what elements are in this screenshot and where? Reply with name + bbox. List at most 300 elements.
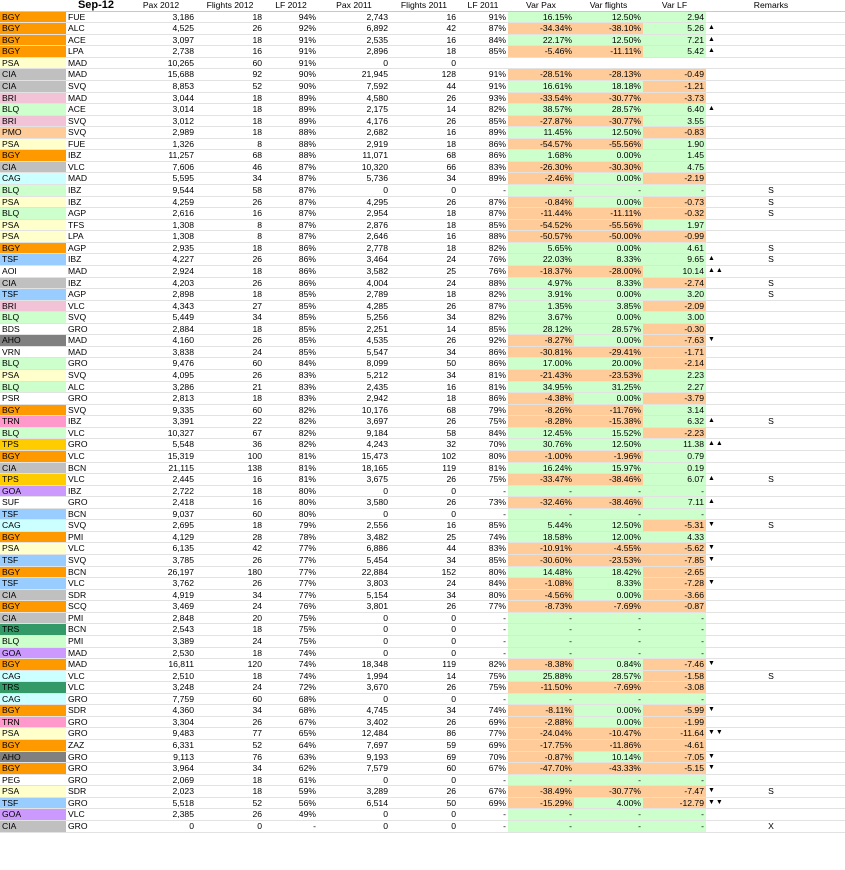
remark-cell <box>736 809 806 821</box>
spacer-cell <box>806 346 845 358</box>
var-lf-cell: -0.30 <box>643 323 706 335</box>
pax-2012-cell: 2,023 <box>126 786 196 798</box>
flights-2011-cell: 26 <box>390 300 458 312</box>
lf-2011-cell: 85% <box>458 323 508 335</box>
destination-cell: SVQ <box>66 404 126 416</box>
trend-arrow-cell: ▲ <box>706 416 736 428</box>
var-flights-cell: - <box>574 693 643 705</box>
var-lf-cell: -0.49 <box>643 69 706 81</box>
lf-2011-cell: 80% <box>458 589 508 601</box>
flights-2011-cell: 34 <box>390 589 458 601</box>
destination-cell: LPA <box>66 46 126 58</box>
flights-2012-cell: 16 <box>196 497 264 509</box>
destination-cell: IBZ <box>66 185 126 197</box>
flights-2012-cell: 26 <box>196 555 264 567</box>
pax-2011-cell: 4,285 <box>318 300 390 312</box>
spacer-cell <box>806 670 845 682</box>
lf-2011-cell: 74% <box>458 531 508 543</box>
table-row <box>0 80 845 92</box>
pax-2011-cell: 0 <box>318 635 390 647</box>
flights-2011-cell: 152 <box>390 566 458 578</box>
pax-2012-cell: 2,935 <box>126 242 196 254</box>
var-pax-cell: 3.91% <box>508 289 574 301</box>
var-pax-cell: -5.46% <box>508 46 574 58</box>
table-row <box>0 300 845 312</box>
var-lf-cell: -0.73 <box>643 196 706 208</box>
lf-2011-cell: 85% <box>458 219 508 231</box>
destination-cell: PMI <box>66 635 126 647</box>
origin-cell: PMO <box>0 127 66 139</box>
destination-cell: ALC <box>66 23 126 35</box>
table-row <box>0 635 845 647</box>
origin-cell: TSF <box>0 254 66 266</box>
destination-cell: IBZ <box>66 196 126 208</box>
header-var-lf: Var LF <box>643 0 706 11</box>
origin-cell: BGY <box>0 601 66 613</box>
origin-cell: SUF <box>0 497 66 509</box>
var-flights-cell: 0.00% <box>574 173 643 185</box>
remark-cell <box>736 381 806 393</box>
lf-2012-cell: 83% <box>264 370 318 382</box>
pax-2012-cell: 2,898 <box>126 289 196 301</box>
flights-2011-cell: 34 <box>390 312 458 324</box>
trend-arrow-cell: ▲ <box>706 46 736 58</box>
remark-cell <box>736 219 806 231</box>
origin-cell: BGY <box>0 450 66 462</box>
spacer-cell <box>806 173 845 185</box>
pax-2012-cell: 5,518 <box>126 797 196 809</box>
trend-arrow-cell <box>706 69 736 81</box>
var-flights-cell: -30.30% <box>574 161 643 173</box>
remark-cell: S <box>736 520 806 532</box>
trend-arrow-cell: ▲ <box>706 254 736 266</box>
table-row <box>0 69 845 81</box>
trend-arrow-cell <box>706 635 736 647</box>
flights-2011-cell: 119 <box>390 462 458 474</box>
flights-2011-cell: 0 <box>390 508 458 520</box>
table-row <box>0 254 845 266</box>
flights-2011-cell: 0 <box>390 57 458 69</box>
destination-cell: GRO <box>66 728 126 740</box>
table-row <box>0 774 845 786</box>
var-lf-cell: 3.00 <box>643 312 706 324</box>
var-flights-cell: 8.33% <box>574 277 643 289</box>
origin-cell: TRN <box>0 416 66 428</box>
trend-arrow-cell <box>706 346 736 358</box>
table-row <box>0 346 845 358</box>
var-flights-cell: - <box>574 508 643 520</box>
var-lf-cell: - <box>643 185 706 197</box>
origin-cell: TSF <box>0 797 66 809</box>
table-row <box>0 173 845 185</box>
lf-2011-cell: 84% <box>458 578 508 590</box>
var-flights-cell: 28.57% <box>574 104 643 116</box>
lf-2012-cell: 89% <box>264 92 318 104</box>
trend-arrow-cell <box>706 231 736 243</box>
pax-2011-cell: 0 <box>318 57 390 69</box>
flights-2012-cell: 22 <box>196 416 264 428</box>
flights-2012-cell: 76 <box>196 751 264 763</box>
spacer-cell <box>806 46 845 58</box>
var-pax-cell: -1.00% <box>508 450 574 462</box>
destination-cell: GRO <box>66 797 126 809</box>
origin-cell: BGY <box>0 150 66 162</box>
remark-cell <box>736 115 806 127</box>
destination-cell: IBZ <box>66 416 126 428</box>
trend-arrow-cell <box>706 80 736 92</box>
lf-2012-cell: 87% <box>264 219 318 231</box>
var-pax-cell: 4.97% <box>508 277 574 289</box>
trend-arrow-cell <box>706 450 736 462</box>
trend-arrow-cell: ▲▲ <box>706 265 736 277</box>
lf-2011-cell: 84% <box>458 427 508 439</box>
lf-2011-cell: 86% <box>458 138 508 150</box>
lf-2012-cell: 85% <box>264 300 318 312</box>
var-flights-cell: -4.55% <box>574 543 643 555</box>
remark-cell <box>736 485 806 497</box>
table-row <box>0 393 845 405</box>
remark-cell <box>736 161 806 173</box>
var-lf-cell: - <box>643 624 706 636</box>
var-lf-cell: 6.32 <box>643 416 706 428</box>
flights-2011-cell: 50 <box>390 358 458 370</box>
var-pax-cell: -4.38% <box>508 393 574 405</box>
lf-2011-cell: - <box>458 624 508 636</box>
var-lf-cell: - <box>643 820 706 832</box>
remark-cell: S <box>736 416 806 428</box>
lf-2012-cell: 85% <box>264 312 318 324</box>
var-lf-cell: -2.65 <box>643 566 706 578</box>
flights-2012-cell: 26 <box>196 254 264 266</box>
destination-cell: GRO <box>66 751 126 763</box>
pax-2011-cell: 0 <box>318 485 390 497</box>
pax-2012-cell: 6,135 <box>126 543 196 555</box>
origin-cell: BGY <box>0 34 66 46</box>
pax-2011-cell: 2,778 <box>318 242 390 254</box>
table-row <box>0 578 845 590</box>
destination-cell: BCN <box>66 508 126 520</box>
destination-cell: VLC <box>66 161 126 173</box>
flights-2012-cell: 20 <box>196 612 264 624</box>
spacer-cell <box>806 578 845 590</box>
spacer-cell <box>806 300 845 312</box>
table-row <box>0 127 845 139</box>
var-pax-cell: 16.24% <box>508 462 574 474</box>
remark-cell <box>736 497 806 509</box>
table-row <box>0 543 845 555</box>
flights-2012-cell: 60 <box>196 404 264 416</box>
lf-2011-cell: 73% <box>458 497 508 509</box>
var-flights-cell: 28.57% <box>574 323 643 335</box>
origin-cell: BGY <box>0 740 66 752</box>
var-pax-cell: 34.95% <box>508 381 574 393</box>
origin-cell: PSR <box>0 393 66 405</box>
remark-cell <box>736 46 806 58</box>
pax-2011-cell: 3,402 <box>318 716 390 728</box>
var-flights-cell: -15.38% <box>574 416 643 428</box>
origin-cell: PSA <box>0 728 66 740</box>
flights-2012-cell: 26 <box>196 23 264 35</box>
destination-cell: VLC <box>66 670 126 682</box>
table-row <box>0 740 845 752</box>
destination-cell: GRO <box>66 393 126 405</box>
pax-2012-cell: 4,360 <box>126 705 196 717</box>
var-lf-cell <box>643 57 706 69</box>
var-pax-cell <box>508 57 574 69</box>
spacer-cell <box>806 208 845 220</box>
spacer-cell <box>806 416 845 428</box>
remark-cell <box>736 716 806 728</box>
flights-2011-cell: 26 <box>390 416 458 428</box>
remark-cell <box>736 589 806 601</box>
lf-2012-cell: 59% <box>264 786 318 798</box>
lf-2011-cell: 77% <box>458 728 508 740</box>
trend-arrow-cell: ▼ <box>706 751 736 763</box>
flights-2012-cell: 60 <box>196 508 264 520</box>
var-flights-cell: - <box>574 774 643 786</box>
pax-2011-cell: 2,175 <box>318 104 390 116</box>
var-flights-cell: -11.11% <box>574 46 643 58</box>
spacer-cell <box>806 555 845 567</box>
var-flights-cell: - <box>574 809 643 821</box>
trend-arrow-cell <box>706 716 736 728</box>
header-lf-2011: LF 2011 <box>458 0 508 11</box>
origin-cell: TPS <box>0 474 66 486</box>
var-lf-cell: -7.47 <box>643 786 706 798</box>
trend-arrow-cell <box>706 531 736 543</box>
destination-cell: VLC <box>66 543 126 555</box>
flights-2011-cell: 16 <box>390 381 458 393</box>
lf-2012-cell: 91% <box>264 57 318 69</box>
var-pax-cell: -11.50% <box>508 682 574 694</box>
lf-2011-cell: - <box>458 809 508 821</box>
trend-arrow-cell: ▼ <box>706 520 736 532</box>
destination-cell: GRO <box>66 693 126 705</box>
pax-2012-cell: 10,327 <box>126 427 196 439</box>
lf-2011-cell: 76% <box>458 265 508 277</box>
pax-2011-cell: 2,556 <box>318 520 390 532</box>
pax-2011-cell: 0 <box>318 647 390 659</box>
var-pax-cell: - <box>508 635 574 647</box>
spacer-cell <box>806 682 845 694</box>
pax-2012-cell: 11,257 <box>126 150 196 162</box>
var-lf-cell: 7.11 <box>643 497 706 509</box>
destination-cell: IBZ <box>66 254 126 266</box>
var-lf-cell: 3.20 <box>643 289 706 301</box>
lf-2012-cell: 86% <box>264 254 318 266</box>
pax-2011-cell: 5,736 <box>318 173 390 185</box>
table-row <box>0 57 845 69</box>
var-pax-cell: -27.87% <box>508 115 574 127</box>
remark-cell <box>736 23 806 35</box>
spacer-cell <box>806 161 845 173</box>
spacer-cell <box>806 485 845 497</box>
flights-2011-cell: 26 <box>390 474 458 486</box>
pax-2012-cell: 3,186 <box>126 11 196 23</box>
pax-2011-cell: 4,004 <box>318 277 390 289</box>
trend-arrow-cell <box>706 127 736 139</box>
pax-2012-cell: 2,989 <box>126 127 196 139</box>
lf-2011-cell: 77% <box>458 601 508 613</box>
lf-2012-cell: 82% <box>264 439 318 451</box>
origin-cell: BLQ <box>0 208 66 220</box>
var-lf-cell: 10.14 <box>643 265 706 277</box>
pax-2011-cell: 6,514 <box>318 797 390 809</box>
flights-2011-cell: 24 <box>390 254 458 266</box>
flights-2011-cell: 16 <box>390 11 458 23</box>
lf-2012-cell: 91% <box>264 46 318 58</box>
flights-2012-cell: 18 <box>196 647 264 659</box>
lf-2012-cell: 88% <box>264 127 318 139</box>
trend-arrow-cell <box>706 670 736 682</box>
trend-arrow-cell <box>706 161 736 173</box>
var-lf-cell: -4.61 <box>643 740 706 752</box>
flights-2012-cell: 8 <box>196 219 264 231</box>
trend-arrow-cell: ▼▼ <box>706 728 736 740</box>
pax-2012-cell: 15,319 <box>126 450 196 462</box>
flights-2012-cell: 24 <box>196 682 264 694</box>
trend-arrow-cell <box>706 612 736 624</box>
var-flights-cell: 0.00% <box>574 589 643 601</box>
pax-2012-cell: 3,785 <box>126 555 196 567</box>
origin-cell: CAG <box>0 693 66 705</box>
lf-2012-cell: 80% <box>264 508 318 520</box>
flights-2011-cell: 24 <box>390 578 458 590</box>
var-pax-cell: -32.46% <box>508 497 574 509</box>
pax-2011-cell: 3,697 <box>318 416 390 428</box>
var-flights-cell: 15.52% <box>574 427 643 439</box>
lf-2012-cell: 68% <box>264 705 318 717</box>
spacer-cell <box>806 740 845 752</box>
pax-2012-cell: 4,227 <box>126 254 196 266</box>
flights-2012-cell: 18 <box>196 242 264 254</box>
pax-2011-cell: 3,464 <box>318 254 390 266</box>
trend-arrow-cell <box>706 589 736 601</box>
var-lf-cell: - <box>643 693 706 705</box>
origin-cell: BGY <box>0 11 66 23</box>
pax-2012-cell: 5,595 <box>126 173 196 185</box>
pax-2012-cell: 3,012 <box>126 115 196 127</box>
table-row <box>0 820 845 832</box>
var-pax-cell: -21.43% <box>508 370 574 382</box>
flights-2011-cell: 16 <box>390 127 458 139</box>
remark-cell <box>736 531 806 543</box>
origin-cell: BGY <box>0 531 66 543</box>
pax-2012-cell: 2,695 <box>126 520 196 532</box>
origin-cell: BLQ <box>0 427 66 439</box>
lf-2012-cell: 86% <box>264 265 318 277</box>
table-row <box>0 497 845 509</box>
pax-2012-cell: 2,445 <box>126 474 196 486</box>
var-lf-cell: -5.99 <box>643 705 706 717</box>
spacer-cell <box>806 705 845 717</box>
var-flights-cell: 15.97% <box>574 462 643 474</box>
origin-cell: CIA <box>0 69 66 81</box>
var-flights-cell: -43.33% <box>574 763 643 775</box>
pax-2011-cell: 6,886 <box>318 543 390 555</box>
spacer-cell <box>806 104 845 116</box>
flights-2011-cell: 26 <box>390 92 458 104</box>
var-pax-cell: 16.61% <box>508 80 574 92</box>
flights-2011-cell: 44 <box>390 543 458 555</box>
var-lf-cell: -3.79 <box>643 393 706 405</box>
pax-2011-cell: 11,071 <box>318 150 390 162</box>
lf-2012-cell: 90% <box>264 80 318 92</box>
pax-2012-cell: 9,037 <box>126 508 196 520</box>
origin-cell: CAG <box>0 173 66 185</box>
pax-2011-cell: 0 <box>318 820 390 832</box>
remark-cell: S <box>736 474 806 486</box>
origin-cell: BRI <box>0 92 66 104</box>
trend-arrow-cell <box>706 358 736 370</box>
destination-cell: AGP <box>66 208 126 220</box>
flights-2012-cell: 36 <box>196 439 264 451</box>
spacer-cell <box>806 358 845 370</box>
pax-2012-cell: 1,308 <box>126 219 196 231</box>
destination-cell: SVQ <box>66 115 126 127</box>
table-row <box>0 693 845 705</box>
flights-2012-cell: 34 <box>196 173 264 185</box>
destination-cell: VLC <box>66 682 126 694</box>
var-pax-cell: -2.46% <box>508 173 574 185</box>
var-lf-cell: 2.27 <box>643 381 706 393</box>
flights-2012-cell: 120 <box>196 659 264 671</box>
spacer-cell <box>806 115 845 127</box>
remark-cell <box>736 797 806 809</box>
flights-2012-cell: 18 <box>196 786 264 798</box>
flights-2011-cell: 18 <box>390 393 458 405</box>
pax-2011-cell: 5,454 <box>318 555 390 567</box>
spacer-cell <box>806 277 845 289</box>
origin-cell: BLQ <box>0 381 66 393</box>
pax-2012-cell: 4,525 <box>126 23 196 35</box>
lf-2012-cell: 77% <box>264 543 318 555</box>
table-row <box>0 335 845 347</box>
flights-2012-cell: 18 <box>196 289 264 301</box>
destination-cell: AGP <box>66 289 126 301</box>
flights-2011-cell: 50 <box>390 797 458 809</box>
origin-cell: PSA <box>0 57 66 69</box>
remark-cell <box>736 439 806 451</box>
flights-2011-cell: 26 <box>390 716 458 728</box>
origin-cell: CIA <box>0 462 66 474</box>
flights-2012-cell: 18 <box>196 520 264 532</box>
destination-cell: FUE <box>66 11 126 23</box>
origin-cell: BRI <box>0 300 66 312</box>
var-pax-cell: 1.68% <box>508 150 574 162</box>
flights-2011-cell: 60 <box>390 763 458 775</box>
trend-arrow-cell <box>706 370 736 382</box>
var-pax-cell: -8.73% <box>508 601 574 613</box>
pax-2011-cell: 4,176 <box>318 115 390 127</box>
remark-cell <box>736 682 806 694</box>
trend-arrow-cell: ▼ <box>706 763 736 775</box>
trend-arrow-cell <box>706 404 736 416</box>
trend-arrow-cell <box>706 485 736 497</box>
var-lf-cell: 4.61 <box>643 242 706 254</box>
table-row <box>0 46 845 58</box>
remark-cell <box>736 647 806 659</box>
flights-2011-cell: 119 <box>390 659 458 671</box>
lf-2011-cell: 84% <box>458 34 508 46</box>
destination-cell: MAD <box>66 69 126 81</box>
trend-arrow-cell: ▲ <box>706 23 736 35</box>
remark-cell: X <box>736 820 806 832</box>
flights-2012-cell: 16 <box>196 474 264 486</box>
var-pax-cell: -28.51% <box>508 69 574 81</box>
spacer-cell <box>806 57 845 69</box>
var-pax-cell: -34.34% <box>508 23 574 35</box>
